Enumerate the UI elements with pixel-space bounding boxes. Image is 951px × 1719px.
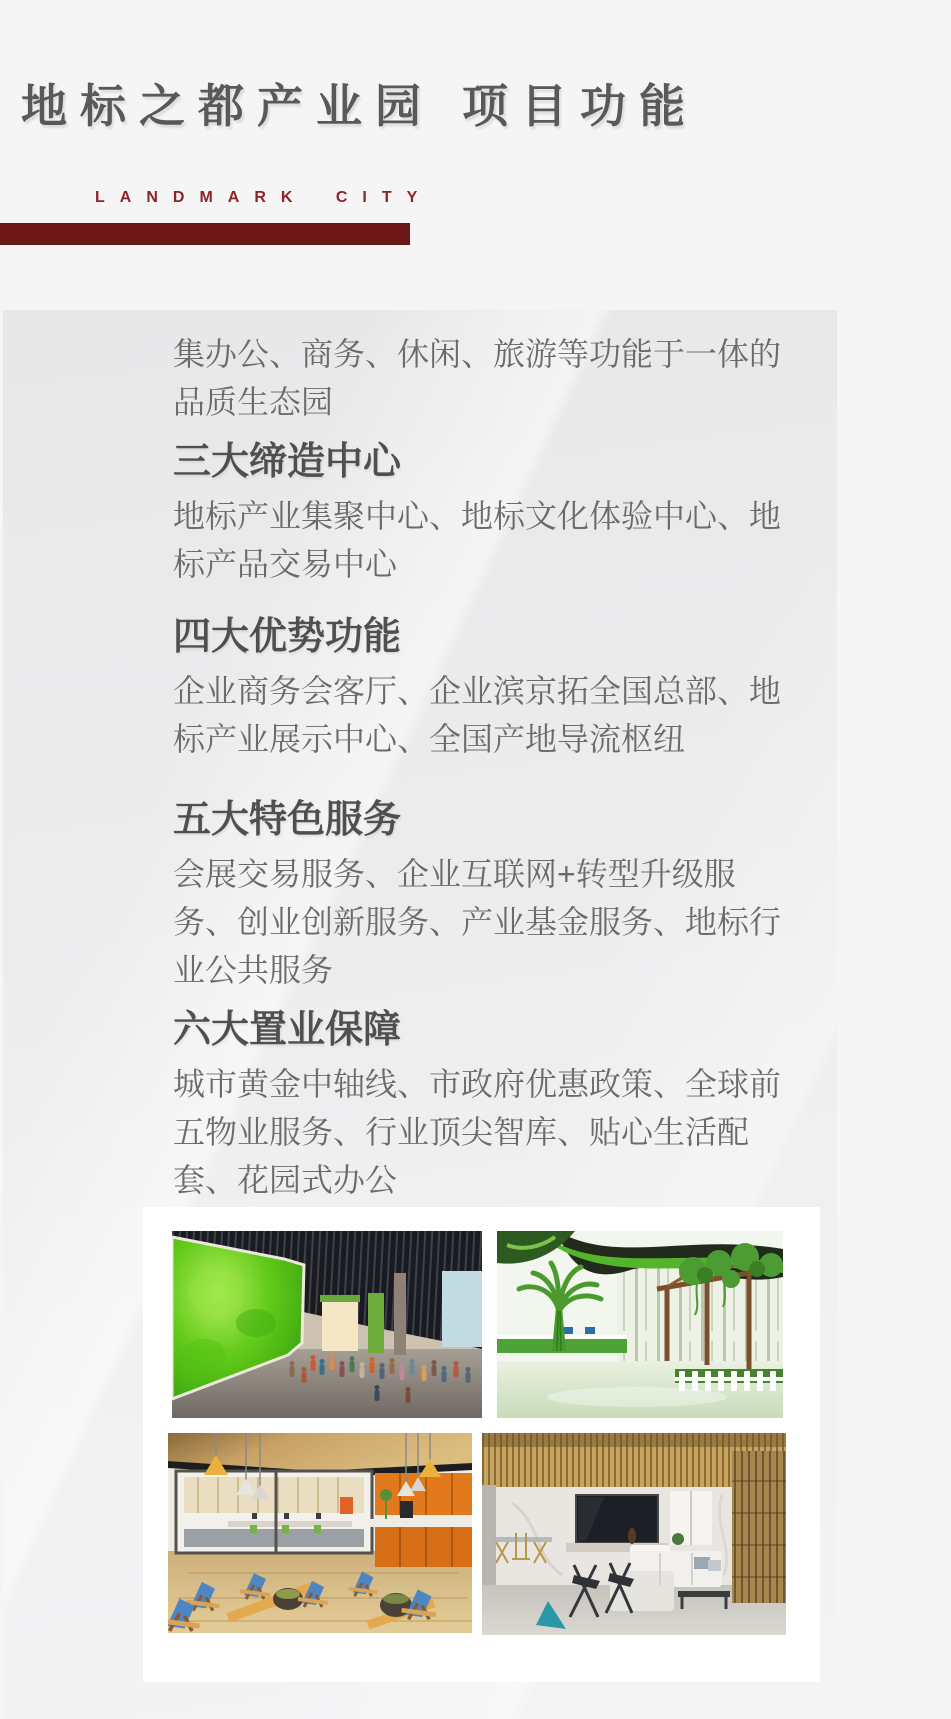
exhibition-led-wall-illustration <box>172 1231 482 1418</box>
page-title <box>21 80 698 133</box>
section-heading-four-advantages: 四大优势功能 <box>173 616 402 658</box>
photo-exhibition-tree-sculpture[interactable] <box>497 1231 783 1418</box>
section-heading-six-guarantees: 六大置业保障 <box>173 1009 402 1051</box>
red-accent-bar <box>0 223 410 245</box>
feature-text-block <box>173 330 785 1204</box>
page-title-main: 地标之都产业园 <box>21 80 434 132</box>
living-room-illustration <box>482 1433 786 1635</box>
photo-living-room[interactable] <box>482 1433 786 1635</box>
section-body-four-advantages: 企业商务会客厅、企业滨京拓全国总部、地标产业展示中心、全国产地导流枢纽 <box>173 673 782 757</box>
page-title-suffix: 项目功能 <box>462 80 698 132</box>
intro-text: 集办公、商务、休闲、旅游等功能于一体的品质生态园 <box>173 336 782 420</box>
photo-gallery <box>143 1207 820 1682</box>
content-panel <box>3 310 837 1719</box>
office-lounge-illustration <box>168 1433 472 1633</box>
section-heading-five-services: 五大特色服务 <box>173 799 402 841</box>
photo-exhibition-led-wall[interactable] <box>172 1231 482 1418</box>
wood-slat-shelf <box>732 1451 786 1603</box>
section-body-three-centers: 地标产业集聚中心、地标文化体验中心、地标产品交易中心 <box>173 498 782 582</box>
brand-subtitle: LANDMARK CITY <box>95 189 433 206</box>
section-heading-three-centers: 三大缔造中心 <box>173 441 402 483</box>
section-body-five-services: 会展交易服务、企业互联网+转型升级服务、创业创新服务、产业基金服务、地标行业公共服务 <box>173 856 782 988</box>
photo-office-lounge[interactable] <box>168 1433 472 1633</box>
section-body-six-guarantees: 城市黄金中轴线、市政府优惠政策、全球前五物业服务、行业顶尖智库、贴心生活配套、花园式办公 <box>173 1066 782 1198</box>
tree-sculpture-illustration <box>497 1231 783 1418</box>
glass-wall <box>176 1471 372 1553</box>
